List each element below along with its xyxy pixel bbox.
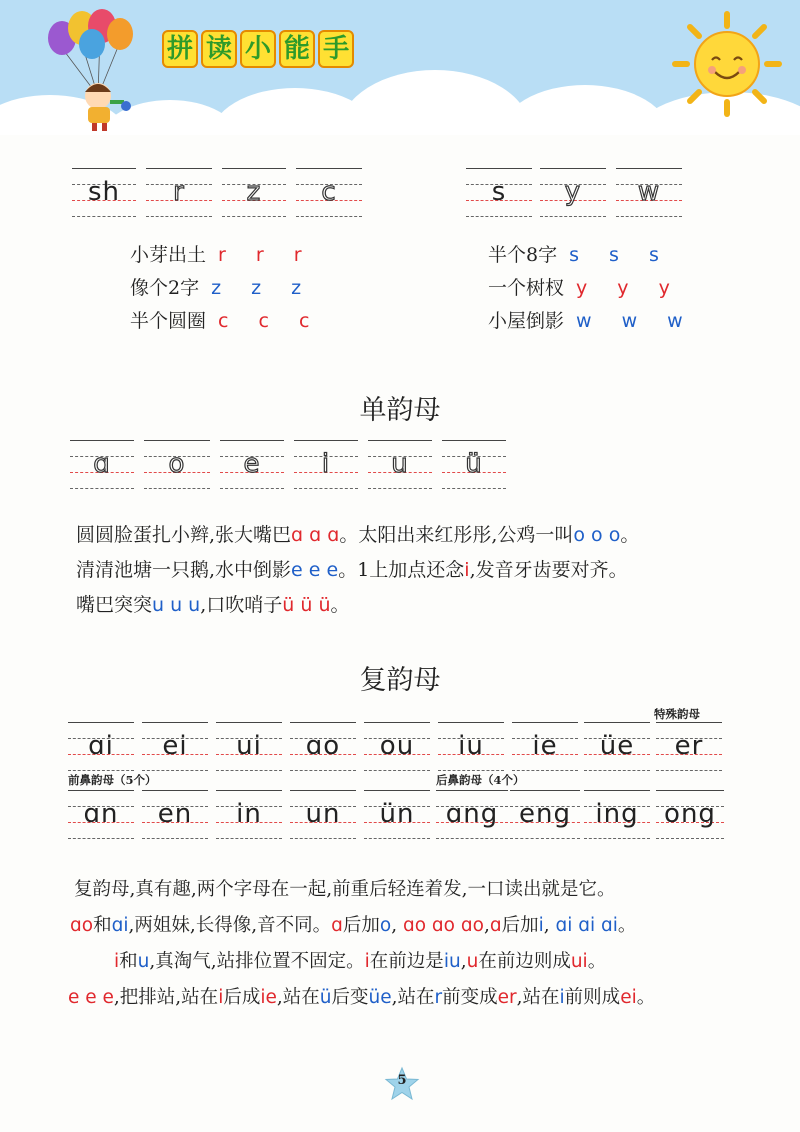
rhyme-text: 圆圆脸蛋扎小辫,张大嘴巴: [76, 524, 292, 546]
vowel-letter: ü: [465, 449, 483, 479]
compound-final: ie: [532, 731, 558, 761]
rhyme-text: 和: [119, 951, 138, 972]
grid-cell: [656, 790, 724, 840]
section-title-simple-finals: 单韵母: [359, 395, 441, 426]
rhyme-text: ,: [391, 915, 403, 936]
vowel-letter: u: [391, 449, 409, 479]
rhyme-text: 清清池塘一只鹅,水中倒影: [76, 559, 292, 581]
grid-cell: [290, 790, 356, 840]
grid-cell: [142, 722, 208, 772]
nasal-final: eng: [519, 799, 571, 829]
rhyme-letters: ɑi: [111, 915, 129, 936]
rhyme-text: 。: [617, 915, 637, 936]
rhyme-letters: iu: [443, 951, 461, 972]
rhyme-text: ,: [460, 951, 467, 972]
mnemonic-letters: s s s: [569, 244, 671, 266]
grid-cell: [216, 790, 282, 840]
rhyme-letters: o: [379, 915, 392, 936]
grid-cell: [222, 168, 286, 218]
consonant-letter: c: [321, 177, 337, 207]
rhyme-text: ,站在: [276, 987, 320, 1008]
nasal-final: ɑng: [445, 799, 499, 829]
grid-cell: [442, 440, 506, 490]
mnemonic-letters: z z z: [211, 277, 314, 299]
rhyme-letters: ɑo: [70, 915, 94, 936]
mnemonic-row: [488, 240, 671, 270]
compound-final: üe: [599, 731, 635, 761]
rhyme-text: ,真淘气,站排位置不固定。: [149, 951, 365, 972]
nasal-final: ɑn: [83, 799, 119, 829]
rhyme-text: 前变成: [442, 987, 498, 1008]
title-char: 读: [201, 30, 237, 68]
rhyme-text: ,把排站,站在: [113, 987, 219, 1008]
rhyme-text: 前则成: [564, 987, 621, 1008]
mnemonic-letters: c c c: [218, 310, 322, 332]
nasal-final: in: [236, 799, 262, 829]
rhyme-text: ,: [543, 915, 556, 936]
nasal-final: ing: [595, 799, 639, 829]
mnemonic-letters: y y y: [576, 277, 682, 299]
vowel-letter: ɑ: [93, 449, 111, 479]
rhyme-letters: ɑ: [489, 915, 502, 936]
rhyme-text: 后加: [342, 915, 380, 936]
front-nasal-label: 前鼻韵母（5个）: [68, 773, 157, 787]
rhyme-letters: üe: [368, 987, 392, 1008]
page-number: 5: [397, 1073, 407, 1088]
grid-cell: [368, 440, 432, 490]
nasal-final: ün: [379, 799, 415, 829]
title-char: 小: [240, 30, 276, 68]
section-title-compound-finals: 复韵母: [359, 665, 441, 696]
mnemonic-text: 小屋倒影: [488, 310, 565, 332]
nasal-final: ong: [664, 799, 716, 829]
rhyme-text: 后加: [501, 915, 539, 936]
grid-cell: [438, 722, 504, 772]
compound-finals-rhyme: [68, 872, 794, 1016]
grid-cell: [72, 168, 136, 218]
grid-cell: [296, 168, 362, 218]
rhyme-letters: i: [364, 951, 370, 972]
grid-cell: [142, 790, 208, 840]
grid-cell: [144, 440, 210, 490]
rhyme-letters: i: [559, 987, 565, 1008]
mnemonic-text: 一个树杈: [488, 277, 565, 299]
rhyme-letters: u: [137, 951, 150, 972]
mnemonic-letters: r r r: [218, 244, 314, 266]
vowel-letter: e: [243, 449, 261, 479]
rhyme-letters: u: [466, 951, 479, 972]
rhyme-letters: e e e: [291, 559, 339, 581]
consonant-letter: z: [246, 177, 262, 207]
rhyme-text: 在前边是: [369, 951, 444, 972]
vowel-letter: o: [168, 449, 186, 479]
grid-cell: [512, 722, 578, 772]
rhyme-text: 后成: [223, 987, 261, 1008]
consonant-letter: r: [173, 177, 185, 207]
rhyme-text: 和: [93, 915, 112, 936]
balloon-girl-illustration: [40, 8, 150, 136]
compound-final: ɑo: [305, 731, 341, 761]
title-char: 能: [279, 30, 315, 68]
grid-cell: [540, 168, 606, 218]
mnemonic-row: [130, 240, 314, 270]
special-finals-label: 特殊韵母: [654, 707, 700, 721]
rhyme-letters: i: [464, 559, 470, 581]
grid-cell: [466, 168, 532, 218]
consonant-letter: w: [637, 177, 661, 207]
mnemonic-text: 小芽出土: [130, 244, 207, 266]
rhyme-text: ,口吹哨子: [200, 594, 283, 616]
grid-cell: [510, 790, 580, 840]
mnemonic-text: 像个2字: [130, 277, 200, 299]
rhyme-letters: i: [114, 951, 120, 972]
vowel-letter: i: [321, 449, 331, 479]
grid-cell: [146, 168, 212, 218]
rhyme-text: 在前边则成: [478, 951, 571, 972]
compound-final: ui: [236, 731, 262, 761]
rhyme-letters: ɑo ɑo ɑo: [402, 915, 484, 936]
grid-cell: [68, 722, 134, 772]
consonant-letter: y: [564, 177, 582, 207]
grid-cell: [616, 168, 682, 218]
compound-final: ou: [379, 731, 415, 761]
nasal-final: en: [157, 799, 193, 829]
grid-cell: [656, 722, 722, 772]
rhyme-text: ,两姐妹,长得像,音不同。: [128, 915, 332, 936]
mnemonic-text: 半个8字: [488, 244, 558, 266]
rhyme-letters: o o o: [573, 524, 621, 546]
rhyme-text: ,: [483, 915, 490, 936]
rhyme-letters: ie: [260, 987, 277, 1008]
rhyme-text: 。太阳出来红彤彤,公鸡一叫: [339, 524, 574, 546]
rhyme-letters: er: [497, 987, 517, 1008]
rhyme-text: ,站在: [391, 987, 435, 1008]
grid-cell: [290, 722, 356, 772]
consonant-letter: sh: [87, 177, 121, 207]
nasal-final: un: [305, 799, 341, 829]
grid-cell: [436, 790, 508, 840]
mnemonic-text: 半个圆圈: [130, 310, 207, 332]
rhyme-text: ,发音牙齿要对齐。: [469, 559, 628, 581]
rhyme-text: 。: [587, 951, 607, 972]
rhyme-text: 。: [330, 594, 350, 616]
mnemonic-row: [130, 306, 321, 336]
rhyme-letters: r: [434, 987, 443, 1008]
rhyme-text: 后变: [331, 987, 369, 1008]
rhyme-letters: ü: [319, 987, 332, 1008]
sun-illustration: [672, 10, 782, 118]
compound-final: er: [674, 731, 704, 761]
rhyme-letters: ɑ: [331, 915, 343, 936]
rhyme-text: 。: [636, 987, 656, 1008]
grid-cell: [364, 722, 430, 772]
mnemonic-letters: w w w: [576, 310, 695, 332]
rhyme-letters: ü ü ü: [282, 594, 331, 616]
grid-cell: [216, 722, 282, 772]
mnemonic-row: [488, 306, 695, 336]
rhyme-letters: ui: [570, 951, 588, 972]
grid-cell: [584, 790, 650, 840]
mnemonic-row: [488, 273, 682, 303]
grid-cell: [220, 440, 284, 490]
rhyme-letters: e e e: [68, 987, 114, 1008]
compound-final: ei: [162, 731, 188, 761]
mnemonic-row: [130, 273, 313, 303]
rhyme-letters: ɑ ɑ ɑ: [291, 524, 340, 546]
title-char: 手: [318, 30, 354, 68]
consonant-letter: s: [491, 177, 507, 207]
grid-cell: [70, 440, 134, 490]
rhyme-letters: i: [538, 915, 544, 936]
rhyme-text: 嘴巴突突: [76, 594, 153, 616]
grid-cell: [294, 440, 358, 490]
compound-final: iu: [458, 731, 484, 761]
grid-cell: [68, 790, 134, 840]
grid-cell: [364, 790, 430, 840]
rhyme-letters: ɑi ɑi ɑi: [555, 915, 618, 936]
rhyme-text: ,站在: [516, 987, 560, 1008]
rhyme-letters: u u u: [152, 594, 201, 616]
grid-cell: [584, 722, 650, 772]
rhyme-letters: ei: [620, 987, 637, 1008]
compound-final: ɑi: [88, 731, 114, 761]
rhyme-text: 。: [620, 524, 640, 546]
rhyme-text: 。1上加点还念: [338, 559, 465, 581]
simple-finals-rhyme: [76, 518, 796, 623]
back-nasal-label: 后鼻韵母（4个）: [436, 773, 525, 787]
rhyme-text: 复韵母,真有趣,两个字母在一起,前重后轻连着发,一口读出就是它。: [74, 879, 616, 900]
title-char: 拼: [162, 30, 198, 68]
rhyme-letters: i: [218, 987, 224, 1008]
page-title: [162, 30, 354, 68]
